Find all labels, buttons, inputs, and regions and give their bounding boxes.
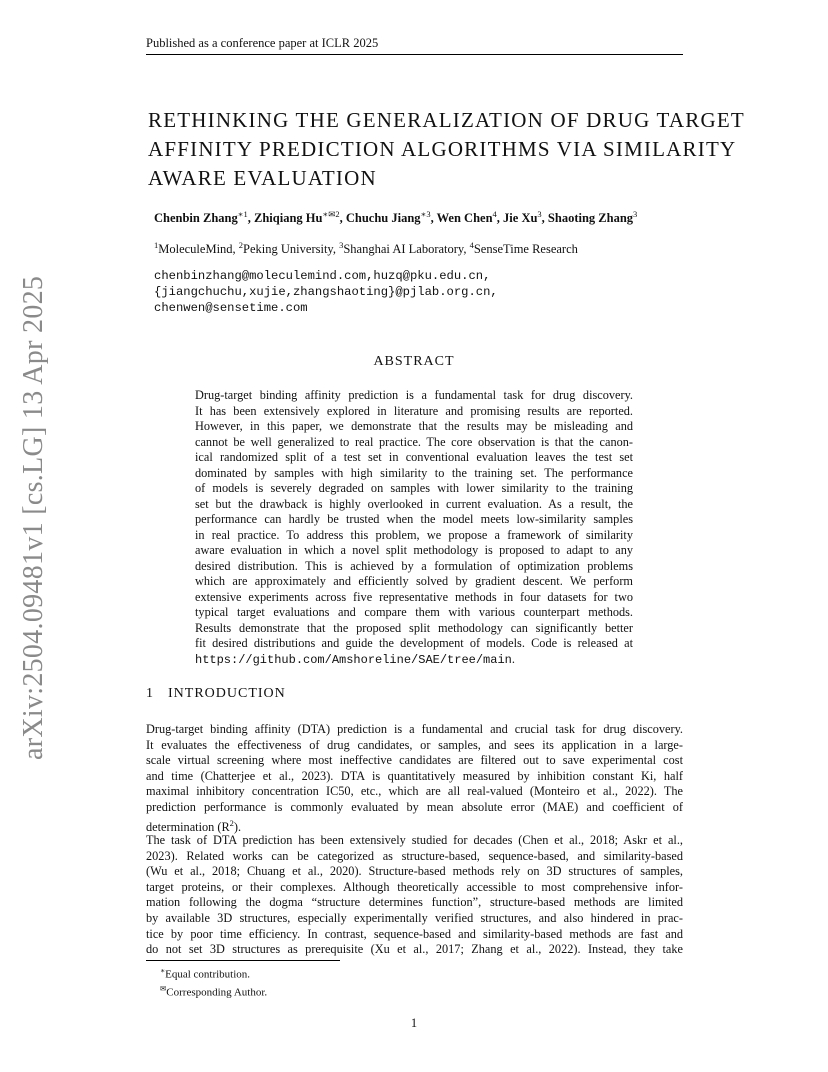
affiliation-marker: 4 <box>469 240 474 250</box>
paragraph-line: maximal inhibitory concentration IC50, etc., which are all real-valued (Monteiro et al., 2022). The <box>146 784 683 799</box>
title-line: AFFINITY PREDICTION ALGORITHMS VIA SIMILARITY <box>148 137 737 161</box>
author-marker: 3 <box>537 209 542 219</box>
abstract-line: aware evaluation in which a novel split methodology is proposed to adapt to any <box>195 543 633 557</box>
title-line: AWARE EVALUATION <box>148 166 377 190</box>
section-number: 1 <box>146 686 154 701</box>
abstract-line: performance can hardly be trusted when the model meets low-similarity samples <box>195 512 633 526</box>
affiliation-name: Shanghai AI Laboratory <box>343 242 464 257</box>
abstract-line: cannot be well generalized to real practice. The core observation is that the canon- <box>195 434 633 449</box>
title-line: RETHINKING THE GENERALIZATION OF DRUG TARGET <box>148 108 745 132</box>
abstract-line: Drug-target binding affinity prediction is a fundamental task for drug discovery. <box>195 388 633 402</box>
author-name: Chuchu Jiang <box>345 211 421 226</box>
section-title: INTRODUCTION <box>168 686 286 701</box>
abstract-line: typical target evaluations and compare them with various counterpart methods. <box>195 605 633 619</box>
abstract-line: ical randomized split of a test set in conventional evaluation leaves the test set <box>195 450 633 464</box>
abstract-line: which are approximately and efficiently solved by gradient descent. We perform <box>195 574 633 588</box>
paragraph-line: tice by poor time efficiency. In contrast, sequence-based and similarity-based methods are fast and <box>146 926 683 941</box>
affiliation-name: SenseTime Research <box>473 242 578 257</box>
abstract-line: extensive experiments across five representative methods in four datasets for two <box>195 589 633 604</box>
author-name: Shaoting Zhang <box>547 211 634 226</box>
abstract-line: dominated by samples with high similarity to the training set. The performance <box>195 465 633 480</box>
email-line[interactable]: chenwen@sensetime.com <box>154 301 308 315</box>
author-marker: ∗✉2 <box>322 209 340 219</box>
paragraph-line: Drug-target binding affinity (DTA) prediction is a fundamental and crucial task for drug discovery. <box>146 722 683 736</box>
paper-title <box>148 106 745 193</box>
abstract-line: However, in this paper, we demonstrate that the results may be misleading and <box>195 419 633 433</box>
author-emails <box>154 268 498 316</box>
affiliation-list: $^1$MoleculeMind, $^2$Peking University, $^3$Shanghai AI Laboratory, $^4$SenseTime Research <box>154 240 578 257</box>
author-name: Wen Chen <box>436 211 493 226</box>
footnote-text: Corresponding Author. <box>166 986 268 999</box>
author-marker: ∗1 <box>237 209 248 219</box>
page-number: 1 <box>410 1016 418 1030</box>
footnote <box>160 964 267 982</box>
author-name: Chenbin Zhang <box>154 211 238 226</box>
abstract-line: set but the drawback is highly overlooked in current evaluation. As a result, the <box>195 496 633 511</box>
paragraph-line: 2023). Related works can be categorized as structure-based, sequence-based, and similarity-based <box>146 848 683 863</box>
footnote-rule <box>146 960 340 961</box>
paragraph-line: do not set 3D structures as prerequisite (Xu et al., 2017; Zhang et al., 2022). Instead, they take <box>146 942 683 957</box>
paragraph-line: scale virtual screening where most ineffective candidates are filtered out to save experimental cost <box>146 753 683 768</box>
code-url-link[interactable]: https://github.com/Amshoreline/SAE/tree/main <box>195 652 512 667</box>
intro-paragraph-2 <box>146 833 683 958</box>
abstract-line: in real practice. To address this problem, we propose a framework of similarity <box>195 527 633 542</box>
author-name: Jie Xu <box>503 211 538 226</box>
author-name: Zhiqiang Hu <box>254 211 323 226</box>
paragraph-text: determination (R <box>146 819 230 834</box>
author-marker: 3 <box>633 209 638 219</box>
footnote-marker: ∗ <box>160 966 166 975</box>
affiliation-name: Peking University <box>243 242 333 257</box>
abstract-line: It has been extensively explored in literature and promising results are reported. <box>195 403 633 418</box>
affiliation-name: MoleculeMind <box>158 242 233 257</box>
paragraph-line: target proteins, or their complexes. Although theoretically accessible to most comprehensive infor- <box>146 879 683 894</box>
arxiv-stamp: arXiv:2504.09481v1 [cs.LG] 13 Apr 2025 <box>18 275 49 760</box>
footnotes <box>160 964 267 999</box>
abstract-line: of models is severely degraded on samples with lower similarity to the training <box>195 481 633 495</box>
affiliation-marker: 1 <box>154 240 159 250</box>
superscript: 2 <box>229 817 234 828</box>
running-header: Published as a conference paper at ICLR 2025 <box>146 36 683 55</box>
author-marker: 4 <box>492 209 497 219</box>
email-line[interactable]: chenbinzhang@moleculemind.com,huzq@pku.edu.cn, <box>154 269 491 283</box>
paragraph-line: mation following the dogma “structure determines function”, structure-based methods are limited <box>146 895 683 910</box>
intro-paragraph-1 <box>146 722 683 835</box>
footnote-text: Equal contribution. <box>165 968 251 981</box>
paragraph-line: and time (Chatterjee et al., 2023). DTA is quantitatively measured by inhibition constant Ki, half <box>146 768 683 783</box>
author-list: Chenbin Zhang$^{∗1}$, Zhiqiang $Hu^{∗✉2}$, Chuchu Jiang$^{∗3}$, Wen Chen$^4$, Jie Xu$^3$, Shaoting Zhang$^3$ <box>154 209 638 226</box>
footnote-marker: ✉ <box>160 983 167 993</box>
paragraph-line: It evaluates the effectiveness of drug candidates, or samples, and sees its application in a large- <box>146 737 683 752</box>
author-marker: ∗3 <box>420 209 431 219</box>
abstract-line: desired distribution. This is achieved by a formulation of optimization problems <box>195 558 633 573</box>
abstract-body <box>195 388 633 668</box>
paragraph-text: ). <box>233 819 242 834</box>
paragraph-line: prediction performance is commonly evaluated by mean absolute error (MAE) and coefficient of <box>146 799 683 814</box>
footnote <box>160 982 267 1000</box>
abstract-line: Results demonstrate that the proposed split methodology can significantly better <box>195 620 633 635</box>
paragraph-line: The task of DTA prediction has been extensively studied for decades (Chen et al., 2018; Askr et al., <box>146 833 683 847</box>
abstract-heading: ABSTRACT <box>373 354 455 369</box>
abstract-line: fit desired distributions and guide the development of models. Code is released at <box>195 636 633 650</box>
email-line[interactable]: {jiangchuchu,xujie,zhangshaoting}@pjlab.org.cn, <box>154 285 498 299</box>
abstract-line: https://github.com/Amshoreline/SAE/tree/main. <box>195 651 515 667</box>
paragraph-line: by available 3D structures, especially experimentally verified structures, and also hindered in prac- <box>146 910 683 925</box>
section-heading <box>146 686 286 702</box>
affiliation-marker: 2 <box>238 240 244 250</box>
paragraph-line: (Wu et al., 2018; Chuang et al., 2020). Structure-based methods rely on 3D structures of samples, <box>146 864 683 879</box>
affiliation-marker: 3 <box>339 240 344 250</box>
